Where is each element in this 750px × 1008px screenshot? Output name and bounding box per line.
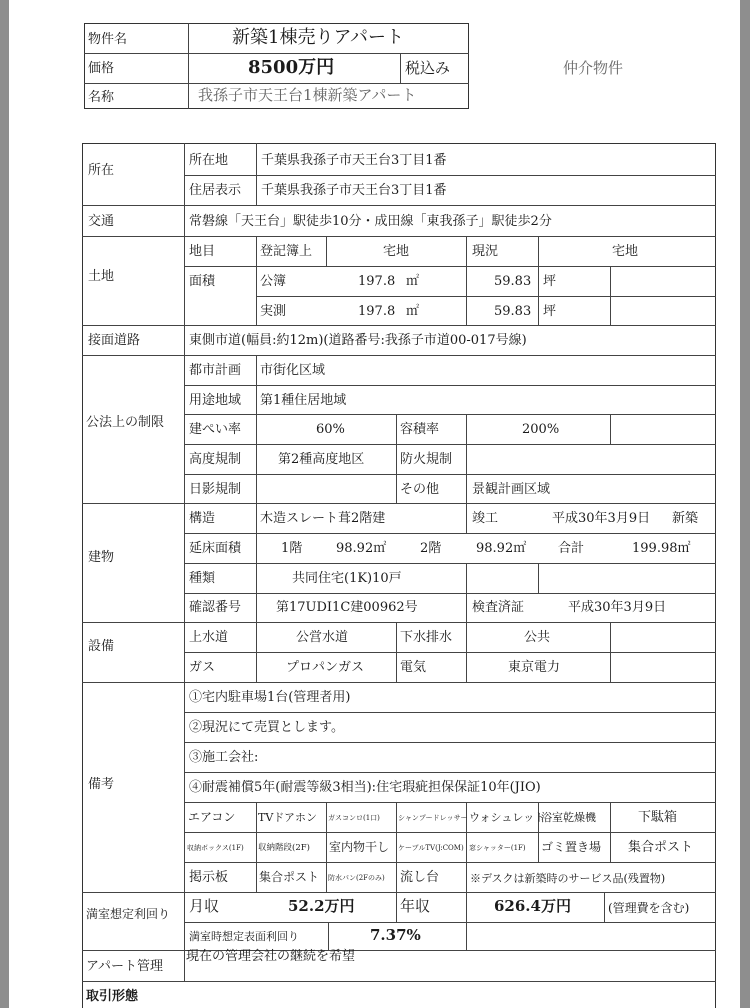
far-value: 200% [522,422,560,437]
height-label: 高度規制 [189,452,242,467]
type-value: 共同住宅(1K)10戸 [292,571,402,586]
current-value: 宅地 [612,244,639,259]
price-value: 8500万円 [248,57,335,78]
shadow-label: 日影規制 [189,482,242,497]
kobo-sqm: 197.8 [358,274,396,289]
equipment-item: ケーブルTV(J:COM) [398,844,464,852]
equipment-item: 室内物干し [329,840,390,854]
type-label: 種類 [189,571,216,586]
sewer-label: 下水排水 [400,630,453,645]
area-label: 面積 [189,274,216,289]
surface-yield-value: 7.37% [370,926,421,944]
floor2-value: 98.92㎡ [476,541,527,556]
sewer-value: 公共 [524,630,551,645]
jissoku-tsubo: 59.83 [494,304,532,319]
equipment-item: 流し台 [400,870,440,885]
floor1-label: 1階 [281,541,303,556]
road-value: 東側市道(幅員:約12m)(道路番号:我孫子市道00-017号線) [189,333,527,348]
water-value: 公営水道 [296,630,349,645]
power-label: 電気 [400,660,427,675]
equipment-item: ※デスクは新築時のサービス品(残置物) [470,872,666,885]
floor1-value: 98.92㎡ [336,541,387,556]
remark-1: ①宅内駐車場1台(管理者用) [189,690,351,705]
surface-yield-label: 満室時想定表面利回り [189,930,299,943]
floor-area-label: 延床面積 [189,541,242,556]
other-value: 景観計画区域 [472,482,551,497]
property-name-value: 新築1棟売りアパート [232,27,405,48]
equipment-item: 掲示板 [189,870,229,885]
power-value: 東京電力 [508,660,561,675]
land-label: 土地 [88,269,115,284]
jissoku-sqm-unit: ㎡ [406,304,420,319]
title-label: 名称 [88,90,115,105]
equipment-item: ウォシュレット [469,811,546,824]
left-border [0,0,9,1008]
fire-label: 防火規制 [400,452,453,467]
use-zone-value: 第1種住居地域 [260,393,347,408]
equipment-item: ゴミ置き場 [541,840,602,854]
location-label: 所在 [88,163,115,178]
property-name-label: 物件名 [88,32,128,47]
kobo-tsubo-unit: 坪 [543,274,557,289]
current-label: 現況 [472,244,499,259]
other-label: その他 [400,482,440,497]
city-plan-value: 市街化区域 [260,363,326,378]
equipment-item: 防水パン(2Fのみ) [328,874,385,882]
remark-3: ③施工会社: [189,750,259,765]
residence-label: 住居表示 [189,183,242,198]
equipment-item: 下駄箱 [638,810,678,825]
building-label: 建物 [88,550,115,565]
land-category-label: 地目 [189,244,216,259]
address-value: 千葉県我孫子市天王台3丁目1番 [261,153,447,168]
remarks-label: 備考 [88,777,115,792]
bcr-value: 60% [316,422,345,437]
completion-value: 平成30年3月9日 [552,511,651,526]
legal-label: 公法上の制限 [86,415,165,430]
inspection-label: 検査済証 [472,600,525,615]
equipment-item: ガスコンロ(1口) [328,814,380,822]
floor2-label: 2階 [420,541,442,556]
gas-value: プロパンガス [286,660,365,675]
bcr-label: 建ぺい率 [189,422,242,437]
management-label: アパート管理 [86,959,163,974]
annual-label: 年収 [400,897,431,915]
traffic-value: 常磐線「天王台」駅徒歩10分・成田線「東我孫子」駅徒歩2分 [189,214,552,229]
water-label: 上水道 [189,630,229,645]
confirm-label: 確認番号 [189,600,242,615]
facility-label: 設備 [88,639,115,654]
title-value: 我孫子市天王台1棟新築アパート [198,86,417,104]
yield-label: 満室想定利回り [86,907,171,921]
remark-2: ②現況にて売買とします。 [189,720,344,735]
structure-value: 木造スレート葺2階建 [260,511,386,526]
right-border [740,0,750,1008]
jissoku-tsubo-unit: 坪 [543,304,557,319]
annual-value: 626.4万円 [494,897,571,915]
remark-4: ④耐震補償5年(耐震等級3相当):住宅瑕疵担保保証10年(JIO) [189,780,541,795]
kobo-sqm-unit: ㎡ [406,274,420,289]
management-value: 現在の管理会社の継続を希望 [186,949,356,964]
road-label: 接面道路 [88,333,141,348]
equipment-item: TVドアホン [258,811,317,824]
transaction-label: 取引形態 [86,989,139,1004]
tax-note: 税込み [405,59,451,77]
kobo-label: 公簿 [260,274,287,289]
jissoku-label: 実測 [260,304,287,319]
kobo-tsubo: 59.83 [494,274,532,289]
gas-label: ガス [189,660,216,675]
structure-label: 構造 [189,511,216,526]
traffic-label: 交通 [88,214,115,229]
equipment-item: 集合ポスト [628,840,694,855]
use-zone-label: 用途地域 [189,393,242,408]
equipment-item: エアコン [188,810,236,824]
equipment-item: 収納ボックス(1F) [187,844,244,852]
equipment-item: 収納階段(2F) [258,843,310,853]
price-label: 価格 [88,61,115,76]
management-fee-note: (管理費を含む) [608,901,690,915]
equipment-item: 集合ポスト [259,870,320,884]
monthly-value: 52.2万円 [288,897,355,915]
inspection-value: 平成30年3月9日 [568,600,667,615]
height-value: 第2種高度地区 [278,452,365,467]
far-label: 容積率 [400,422,440,437]
completion-label: 竣工 [472,511,499,526]
address-label: 所在地 [189,153,229,168]
equipment-item: 窓シャッター(1F) [469,844,526,852]
monthly-label: 月収 [189,897,220,915]
registry-value: 宅地 [383,244,410,259]
residence-value: 千葉県我孫子市天王台3丁目1番 [261,183,447,198]
city-plan-label: 都市計画 [189,363,242,378]
registry-label: 登記簿上 [260,244,313,259]
equipment-item: 浴室乾燥機 [541,811,596,824]
jissoku-sqm: 197.8 [358,304,396,319]
new-label: 新築 [672,511,699,526]
total-value: 199.98㎡ [632,541,691,556]
equipment-item: シャンプードレッサー [398,814,468,822]
broker-note: 仲介物件 [563,59,624,77]
confirm-value: 第17UDI1C建00962号 [276,600,418,615]
total-label: 合計 [558,541,585,556]
